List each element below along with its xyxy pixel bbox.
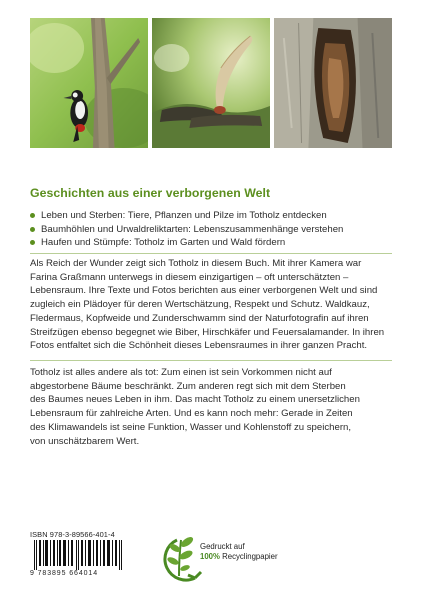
maple-seed-photo [152, 18, 270, 148]
barcode-bars-icon [30, 540, 130, 570]
tree-hollow-photo [274, 18, 392, 148]
list-item: Haufen und Stümpfe: Totholz im Garten und Wald fördern [30, 236, 392, 250]
photo-strip [30, 18, 392, 148]
bullet-dot-icon [30, 227, 35, 232]
description-paragraph-1: Als Reich der Wunder zeigt sich Totholz in diesem Buch. Mit ihrer Kamera war Farina Graßmann unterwegs in diesem einzigartigen – oft unterschätzten – Lebensraum. Ihre Texte und Fotos berichten aus einer verborgenen Welt und sind zugleich ein Plädoyer für deren Wertschätzung, Respekt und Schutz. Waldkauz, Fledermaus, Kopfweide und Zunderschwamm sind der Naturfotografin auf ihren Streifzügen ebenso begegnet wie Biber, Hirschkäfer und Feuersalamander. In ihren Fotos entfaltet sich die Schönheit dieses Lebensraumes in ihrer ganzen Pracht. [30, 258, 385, 352]
description-paragraph-2: Totholz ist alles andere als tot: Zum einen ist sein Vorkommen nicht auf abgestorbene Bäume beschränkt. Zum anderen regt sich mit dem Sterben des Baumes neues Leben in ihm. Das macht Totholz zu einem unersetzlichen Lebensraum für zahlreiche Arten. Und es kann noch mehr: Gerade in Zeiten des Klimawandels ist seine Funktion, Wasser und Kohlenstoff zu speichern, von unschätzbarem Wert. [30, 367, 360, 447]
divider [30, 360, 392, 361]
divider [30, 253, 392, 254]
recycling-label: Gedruckt auf 100% Recyclingpapier [200, 542, 278, 561]
isbn-label: ISBN 978-3-89566-401-4 [30, 530, 115, 539]
barcode-number: 9 783895 664014 [30, 570, 98, 577]
list-item: Leben und Sterben: Tiere, Pflanzen und Pilze im Totholz entdecken [30, 209, 392, 223]
bullet-dot-icon [30, 240, 35, 245]
section-heading: Geschichten aus einer verborgenen Welt [30, 186, 271, 200]
bullet-dot-icon [30, 213, 35, 218]
feature-list [30, 209, 392, 250]
list-item: Baumhöhlen und Urwaldreliktarten: Lebenszusammenhänge verstehen [30, 223, 392, 237]
barcode [30, 530, 136, 582]
woodpecker-photo [30, 18, 148, 148]
